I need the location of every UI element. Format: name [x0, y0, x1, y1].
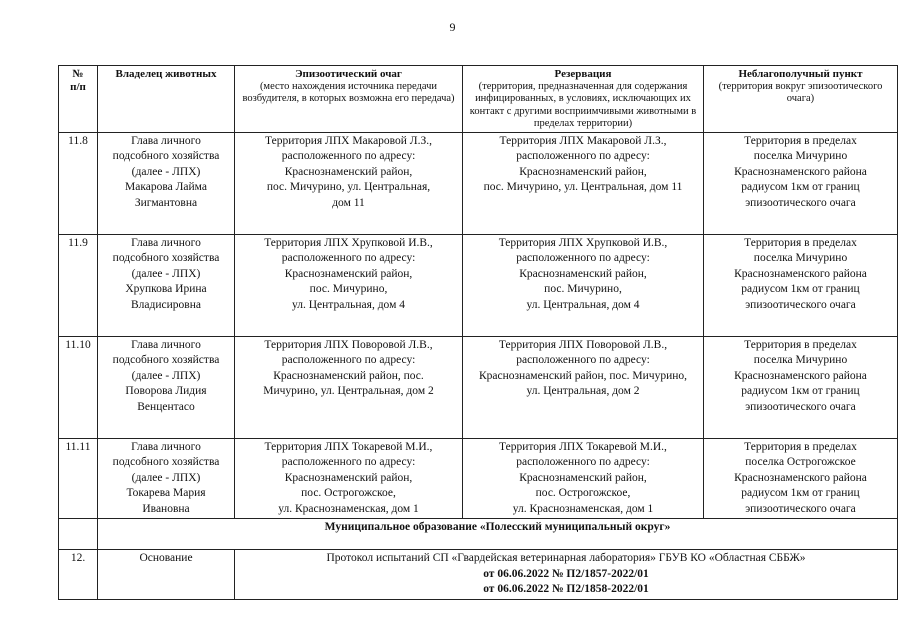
table-row — [59, 336, 898, 438]
basis-protocol-text: Протокол испытаний СП «Гвардейская ветеринарная лаборатория» ГБУВ КО «Областная СББЖ» — [326, 552, 806, 564]
row-num: 11.9 — [59, 234, 98, 336]
table-row — [59, 234, 898, 336]
basis-num: 12. — [59, 550, 98, 600]
header-point-title: Неблагополучный пункт — [738, 68, 863, 80]
row-owner: Глава личного подсобного хозяйства (далее - ЛПХ) Поворова Лидия Венцентасо — [98, 336, 235, 438]
header-num: № п/п — [59, 66, 98, 133]
row-reservation: Территория ЛПХ Макаровой Л.З., расположенного по адресу: Краснознаменский район, пос. Мичурино, ул. Центральная, дом 11 — [463, 132, 704, 234]
header-focus — [235, 66, 463, 133]
row-num: 11.8 — [59, 132, 98, 234]
row-focus: Территория ЛПХ Поворовой Л.В., расположенного по адресу: Краснознаменский район, пос. Мичурино, ул. Центральная, дом 2 — [235, 336, 463, 438]
row-point: Территория в пределах поселка Мичурино Краснознаменского района радиусом 1км от границ эпизоотического очага — [704, 336, 898, 438]
outbreak-table — [58, 65, 898, 600]
header-point-sub: (территория вокруг эпизоотического очага) — [718, 80, 883, 104]
basis-ref-1: от 06.06.2022 № П2/1857-2022/01 — [483, 567, 649, 580]
municipal-spacer — [59, 519, 98, 550]
row-focus: Территория ЛПХ Макаровой Л.З., расположенного по адресу: Краснознаменский район, пос. Мичурино, ул. Центральная, дом 11 — [235, 132, 463, 234]
row-num: 11.10 — [59, 336, 98, 438]
row-owner: Глава личного подсобного хозяйства (далее - ЛПХ) Макарова Лайма Зигмантовна — [98, 132, 235, 234]
row-focus: Территория ЛПХ Хрупковой И.В., расположенного по адресу: Краснознаменский район, пос. Мичурино, ул. Центральная, дом 4 — [235, 234, 463, 336]
header-point — [704, 66, 898, 133]
municipal-title: Муниципальное образование «Полесский муниципальный округ» — [98, 519, 898, 550]
page-number: 9 — [449, 20, 456, 34]
row-num: 11.11 — [59, 438, 98, 519]
header-owner: Владелец животных — [98, 66, 235, 133]
basis-row — [59, 550, 898, 600]
basis-ref-2: от 06.06.2022 № П2/1858-2022/01 — [483, 583, 649, 595]
municipal-section-row — [59, 519, 898, 550]
basis-text-cell — [235, 550, 898, 600]
header-focus-title: Эпизоотический очаг — [295, 68, 402, 80]
header-reservation-title: Резервация — [554, 68, 612, 80]
basis-label: Основание — [98, 550, 235, 600]
row-point: Территория в пределах поселка Мичурино Краснознаменского района радиусом 1км от границ эпизоотического очага — [704, 234, 898, 336]
row-point: Территория в пределах поселка Острогожское Краснознаменского района радиусом 1км от границ эпизоотического очага — [704, 438, 898, 519]
header-reservation — [463, 66, 704, 133]
row-owner: Глава личного подсобного хозяйства (далее - ЛПХ) Токарева Мария Ивановна — [98, 438, 235, 519]
table-header-row — [59, 66, 898, 133]
row-reservation: Территория ЛПХ Хрупковой И.В., расположенного по адресу: Краснознаменский район, пос. Мичурино, ул. Центральная, дом 4 — [463, 234, 704, 336]
header-focus-sub: (место нахождения источника передачи возбудителя, в которых возможна его передача) — [242, 80, 455, 104]
row-point: Территория в пределах поселка Мичурино Краснознаменского района радиусом 1км от границ эпизоотического очага — [704, 132, 898, 234]
header-reservation-sub: (территория, предназначенная для содержания инфицированных, в условиях, исключающих их контакт с другими восприимчивыми животными в пределах территории) — [469, 80, 697, 129]
row-focus: Территория ЛПХ Токаревой М.И., расположенного по адресу: Краснознаменский район, пос. Острогожское, ул. Краснознаменская, дом 1 — [235, 438, 463, 519]
row-reservation: Территория ЛПХ Поворовой Л.В., расположенного по адресу: Краснознаменский район, пос. Мичурино, ул. Центральная, дом 2 — [463, 336, 704, 438]
row-reservation: Территория ЛПХ Токаревой М.И., расположенного по адресу: Краснознаменский район, пос. Острогожское, ул. Краснознаменская, дом 1 — [463, 438, 704, 519]
row-owner: Глава личного подсобного хозяйства (далее - ЛПХ) Хрупкова Ирина Владисировна — [98, 234, 235, 336]
table-row — [59, 438, 898, 519]
table-row — [59, 132, 898, 234]
